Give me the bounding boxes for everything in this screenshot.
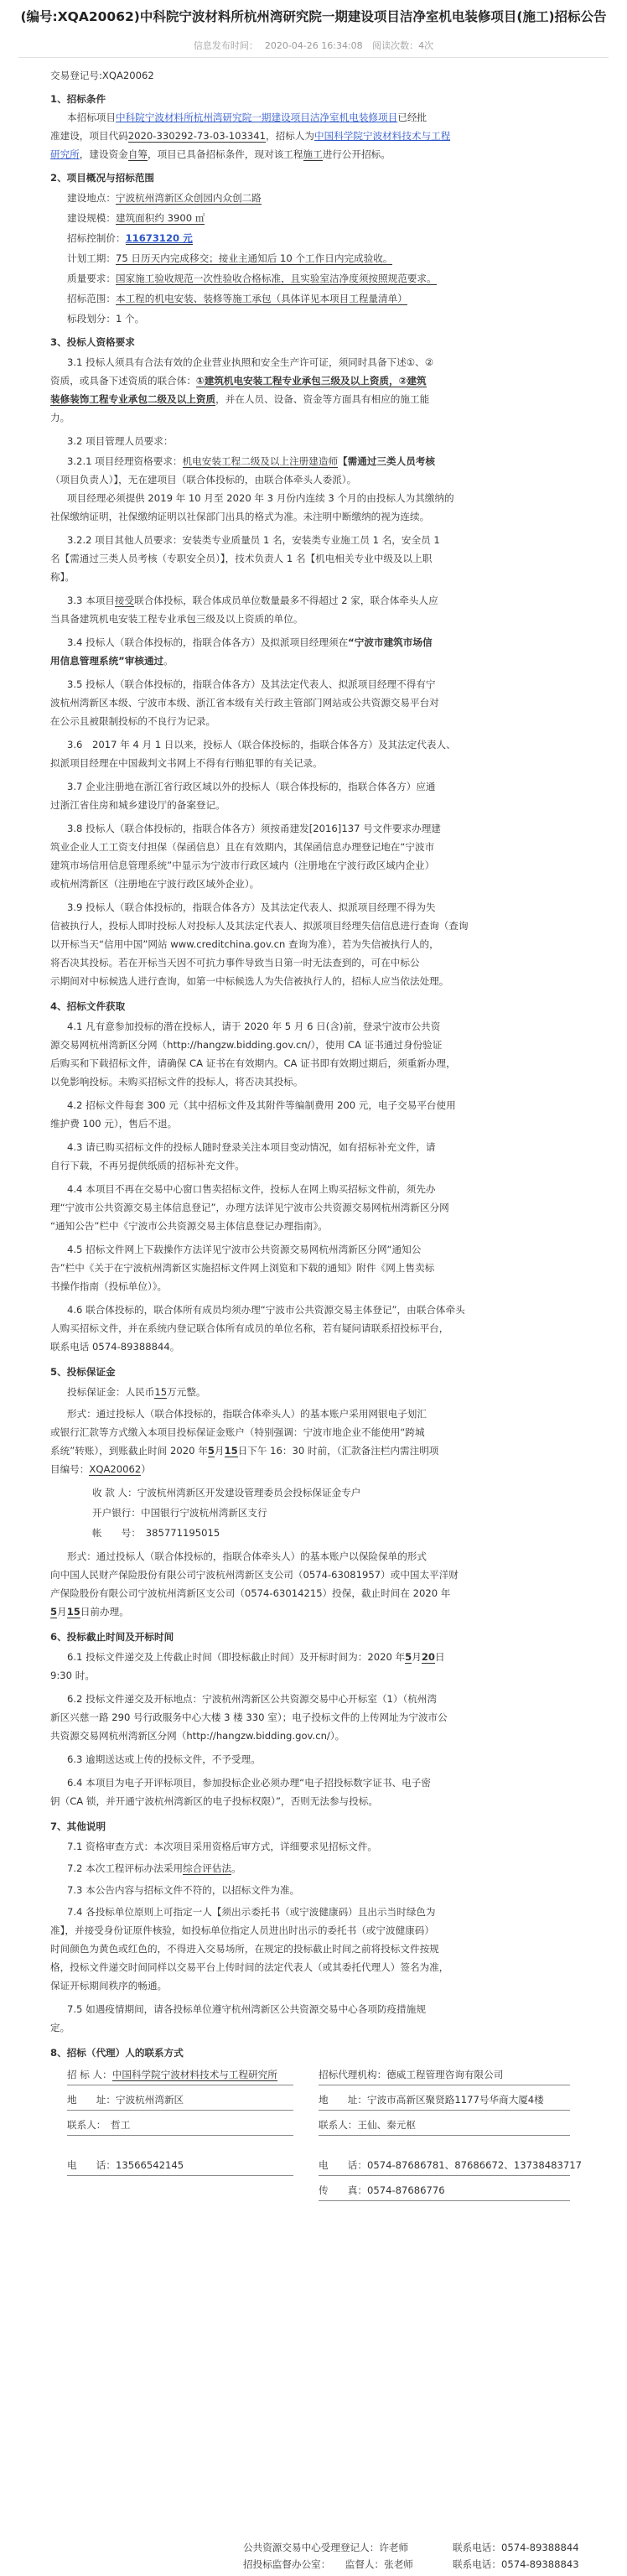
- tenderer-name: 招 标 人：中国科学院宁波材料技术与工程研究所: [67, 2069, 277, 2080]
- agency-phone: 电 话：0574-87686781、87686672、13738483717: [319, 2159, 583, 2171]
- published-time: 2020-04-26 16:34:08: [264, 40, 363, 51]
- paragraph-line: 3.6 2017 年 4 月 1 日以来，投标人（联合体投标的，指联合体各方）及其法定代表人、: [67, 739, 456, 750]
- section-heading-2: 2、项目概况与招标范围: [50, 172, 155, 184]
- paragraph-line: 3.2 项目管理人员要求：: [67, 435, 174, 447]
- paragraph-line: 在公示且被限制投标的不良行为记录。: [50, 715, 216, 727]
- paragraph-line: “通知公告”栏中《宁波市公共资源交易主体信息登记办理指南》。: [50, 1220, 328, 1232]
- divider: [67, 2135, 293, 2136]
- paragraph-line: 力。: [50, 412, 70, 423]
- section-heading-1: 1、招标条件: [50, 93, 106, 105]
- divider: [319, 2175, 570, 2176]
- paragraph-line: 定。: [50, 2022, 70, 2033]
- view-count: 阅读次数：4次: [372, 40, 434, 51]
- paragraph-line: 理“宁波市公共资源交易主体信息登记”，办理方法详见宁波市公共资源交易网杭州湾新区分网: [50, 1202, 449, 1213]
- section-heading-8: 8、招标（代理）人的联系方式: [50, 2047, 184, 2059]
- deadline-line: 6.1 投标文件递交及上传截止时间（即投标截止时间）及开标时间为：2020 年5月20日: [67, 1651, 445, 1663]
- paragraph-line: 拟派项目经理在中国裁判文书网上不得有行贿犯罪的有关记录。: [50, 757, 323, 769]
- paragraph-line: 3.2.1 项目经理资格要求：机电安装工程二级及以上注册建造师【需通过三类人员考核: [67, 455, 435, 467]
- publish-meta: [0, 39, 627, 52]
- paragraph-line: 联系电话 0574-89388844。: [50, 1341, 180, 1353]
- paragraph-line: 5月15日前办理。: [50, 1606, 129, 1618]
- paragraph-line: 形式：通过投标人（联合体投标的，指联合体牵头人）的基本账户采用网银电子划汇: [67, 1408, 427, 1420]
- paragraph-line: 装修装饰工程专业承包二级及以上资质，并在人员、设备、资金等方面具有相应的施工能: [50, 393, 430, 405]
- paragraph-line: 4.4 本项目不再在交易中心窗口售卖招标文件，投标人在网上购买招标文件前，须先办: [67, 1183, 436, 1195]
- section-heading-4: 4、招标文件获取: [50, 1000, 126, 1012]
- paragraph-line: 3.8 投标人（联合体投标的，指联合体各方）须按甬建发[2016]137 号文件要求办理建: [67, 823, 441, 834]
- payee: 收 款 人：宁波杭州湾新区开发建设管理委员会投标保证金专户: [92, 1487, 361, 1498]
- paragraph-line: 3.4 投标人（联合体投标的，指联合体各方）及拟派项目经理须在“宁波市建筑市场信: [67, 636, 433, 648]
- paragraph-line: 共资源交易网杭州湾新区分网（http://hangzw.bidding.gov.cn/）。: [50, 1730, 345, 1742]
- paragraph-line: 时间颜色为黄色或红色的，不得进入交易场所，在规定的投标截止时间之前将投标文件按规: [50, 1943, 439, 1955]
- project-code: 2020-330292-73-03-103341: [127, 130, 267, 142]
- paragraph-line: 维护费 100 元），售后不退。: [50, 1118, 178, 1130]
- paragraph-line: 4.1 凡有意参加投标的潜在投标人，请于 2020 年 5 月 6 日(含)前，登录宁波市公共资: [67, 1021, 441, 1032]
- paragraph-line: 7.3 本公告内容与招标文件不符的，以招标文件为准。: [67, 1884, 300, 1896]
- paragraph-line: 格，投标文件递交时间同样以交易平台上传时间的法定代表人（或其委托代理人）签名为准，: [50, 1961, 449, 1973]
- paragraph-line: 形式：通过投标人（联合体投标的，指联合体牵头人）的基本账户以保险保单的形式: [67, 1550, 427, 1562]
- footer-supervisor: 招投标监督办公室： 监督人：张老师: [243, 2558, 413, 2570]
- tenderer-address: 地 址：宁波杭州湾新区: [67, 2094, 184, 2106]
- tenderer-phone: 电 话：13566542145: [67, 2159, 184, 2171]
- project-name-link: 中科院宁波材料所杭州湾研究院一期建设项目洁净室机电装修项目: [115, 112, 398, 123]
- agency-contact: 联系人：王仙、秦元枢: [319, 2119, 416, 2131]
- deadline-time: 9:30 时。: [50, 1670, 95, 1681]
- bank: 开户银行：中国银行宁波杭州湾新区支行: [92, 1507, 267, 1519]
- paragraph-line: 项目经理必须提供 2019 年 10 月至 2020 年 3 月份内连续 3 个月的由投标人为其缴纳的: [67, 492, 454, 504]
- planned-period: 计划工期：75 日历天内完成移交；接业主通知后 10 个工作日内完成验收。: [67, 252, 393, 264]
- paragraph-line: 当具备建筑机电安装工程专业承包三级及以上资质的单位。: [50, 613, 303, 625]
- lot-division: 标段划分：1 个。: [67, 313, 145, 325]
- paragraph-line: 人购买招标文件，并在系统内登记联合体所有成员的单位名称，若有疑问请联系招投标平台，: [50, 1322, 449, 1334]
- paragraph-line: 3.5 投标人（联合体投标的，指联合体各方）及其法定代表人、拟派项目经理不得有宁: [67, 678, 436, 690]
- paragraph-line: 用信息管理系统”审核通过。: [50, 655, 174, 667]
- construction-scale: 建设规模：建筑面积约 3900 ㎡: [67, 212, 205, 224]
- published-label: 信息发布时间：: [193, 40, 258, 51]
- announcement-body: [0, 62, 627, 2527]
- paragraph-line: 告”栏中《关于在宁波杭州湾新区实施招标文件网上浏览和下载的通知》附件《网上售卖标: [50, 1262, 435, 1274]
- paragraph-line: 波杭州湾新区本级、宁波市本级、浙江省本级有关行政主管部门网站或公共资源交易平台对: [50, 697, 439, 709]
- paragraph-line: 保证开标期间秩序的畅通。: [50, 1980, 168, 1992]
- paragraph-line: 3.1 投标人须具有合法有效的企业营业执照和安全生产许可证，须同时具备下述①、②: [67, 356, 434, 368]
- paragraph-line: 3.7 企业注册地在浙江省行政区域以外的投标人（联合体投标的，指联合体各方）应通: [67, 781, 436, 792]
- tender-scope: 招标范围：本工程的机电安装、装修等施工承包（具体详见本项目工程量清单）: [67, 293, 407, 304]
- paragraph-line: 4.5 招标文件网上下载操作方法详见宁波市公共资源交易网杭州湾新区分网“通知公: [67, 1244, 422, 1255]
- paragraph-line: 4.3 请已购买招标文件的投标人随时登录关注本项目变动情况，如有招标补充文件，请: [67, 1141, 436, 1153]
- section-heading-3: 3、投标人资格要求: [50, 336, 135, 348]
- paragraph-line: 7.2 本次工程评标办法采用综合评估法。: [67, 1862, 241, 1874]
- paragraph-line: 6.2 投标文件递交及开标地点：宁波杭州湾新区公共资源交易中心开标室（1）（杭州湾: [67, 1693, 438, 1705]
- paragraph-line: 资质，或具备下述资质的联合体：①建筑机电安装工程专业承包三级及以上资质，②建筑: [50, 375, 427, 387]
- paragraph-line: 3.9 投标人（联合体投标的，指联合体各方）及其法定代表人、拟派项目经理不得为失: [67, 901, 436, 913]
- title-divider: [18, 57, 609, 58]
- paragraph-line: 系统”转账），到账截止时间 2020 年5月15日下午 16：30 时前，（汇款备注栏内需注明项: [50, 1445, 439, 1457]
- paragraph-line: 准】，并接受身份证原件核验，如投标单位指定人员进出时出示的委托书（或宁波健康码）: [50, 1924, 434, 1936]
- paragraph-line: 过浙江省住房和城乡建设厅的备案登记。: [50, 799, 225, 811]
- construction-site: 建设地点：宁波杭州湾新区众创园内众创二路: [67, 192, 262, 204]
- footer-supervisor-phone: 联系电话：0574-89388843: [453, 2558, 579, 2570]
- registration-number: 交易登记号:XQA20062: [50, 70, 154, 81]
- paragraph-line: 6.4 本项目为电子开评标项目，参加投标企业必须办理“电子招投标数字证书、电子密: [67, 1777, 431, 1789]
- paragraph-line: 目编号：XQA20062）: [50, 1463, 151, 1475]
- footer-registrar: 公共资源交易中心受理登记人：许老师: [243, 2542, 409, 2553]
- quality-requirement: 质量要求：国家施工验收规范一次性验收合格标准，且实验室洁净度须按照规范要求。: [67, 273, 437, 284]
- paragraph-line: （项目负责人）】，无在建项目（联合体投标的，由联合体牵头人委派）。: [50, 474, 357, 486]
- paragraph-line: 筑业企业人工工资支付担保（保函信息）且在有效期内，其保函信息办理登记地在“宁波市: [50, 841, 435, 853]
- paragraph-line: 名【需通过三类人员考核（专职安全员）】，技术负责人 1 名【机电相关专业中级及以上职: [50, 553, 433, 564]
- paragraph-line: 产保险股份有限公司宁波杭州湾新区支公司（0574-63014215）投保，截止时间在 2020 年: [50, 1587, 451, 1599]
- paragraph-line: 示期间对中标候选人进行查询，如第一中标候选人为失信被执行人的，招标人应当依法处理。: [50, 975, 449, 987]
- paragraph-line: 以免影响投标。未购买招标文件的投标人，将否决其投标。: [50, 1076, 303, 1088]
- agency-fax: 传 真：0574-87686776: [319, 2184, 445, 2196]
- section-heading-5: 5、投标保证金: [50, 1366, 116, 1378]
- paragraph-line: 源交易网杭州湾新区分网（http://hangzw.bidding.gov.cn/），使用 CA 证书通过身份验证: [50, 1039, 443, 1051]
- paragraph-line: 后购买和下载招标文件，请确保 CA 证书在有效期内。CA 证书即有效期过期后，须重新办理，: [50, 1057, 456, 1069]
- divider: [319, 2110, 570, 2111]
- paragraph-line: 自行下载，不再另提供纸质的招标补充文件。: [50, 1160, 245, 1171]
- paragraph-line: 或杭州湾新区（注册地在宁波行政区域外企业）。: [50, 878, 260, 890]
- divider: [319, 2135, 570, 2136]
- paragraph-line: 3.3 本项目接受联合体投标，联合体成员单位数量最多不得超过 2 家，联合体牵头人应: [67, 595, 438, 606]
- paragraph-line: 钥（CA 锁，并开通宁波杭州湾新区的电子投标权限）”，否则无法参与投标。: [50, 1795, 378, 1807]
- account-number: 帐 号： 385771195015: [92, 1527, 220, 1539]
- paragraph-line: 称】。: [50, 571, 75, 583]
- section-heading-6: 6、投标截止时间及开标时间: [50, 1631, 174, 1643]
- tenderer-contact: 联系人： 哲工: [67, 2119, 131, 2131]
- paragraph-line: 建筑市场信用信息管理系统”中显示为宁波市行政区域内（注册地在宁波行政区域内企业）: [50, 860, 435, 871]
- page-title: (编号:XQA20062)中科院宁波材料所杭州湾研究院一期建设项目洁净室机电装修项目(施工)招标公告: [20, 9, 607, 24]
- paragraph-line: 7.1 资格审查方式：本次项目采用资格后审方式，详细要求见招标文件。: [67, 1841, 377, 1852]
- divider: [319, 2200, 570, 2201]
- paragraph-line: 7.4 各投标单位原则上可指定一人【须出示委托书（或宁波健康码）且出示当时绿色为: [67, 1906, 436, 1918]
- paragraph-line: 新区兴慈一路 290 号行政服务中心大楼 3 楼 330 室）；电子投标文件的上传网址为宁波市公: [50, 1711, 448, 1723]
- paragraph-line: 研究所，建设资金自筹，项目已具备招标条件，现对该工程施工进行公开招标。: [50, 148, 391, 160]
- divider: [67, 2110, 293, 2111]
- paragraph-line: 3.2.2 项目其他人员要求：安装类专业质量员 1 名，安装类专业施工员 1 名，安全员 1: [67, 534, 440, 546]
- section-heading-7: 7、其他说明: [50, 1820, 106, 1832]
- paragraph-line: 本招标项目中科院宁波材料所杭州湾研究院一期建设项目洁净室机电装修项目已经批: [67, 112, 428, 123]
- agency-address: 地 址：宁波市高新区聚贤路1177号华商大厦4楼: [319, 2094, 544, 2106]
- paragraph-line: 以开标当天“信用中国”网站 www.creditchina.gov.cn 查询为准），若为失信被执行人的，: [50, 938, 439, 950]
- paragraph-line: 6.3 逾期送达或上传的投标文件，不予受理。: [67, 1753, 261, 1765]
- paragraph-line: 4.2 招标文件每套 300 元（其中招标文件及其附件等编制费用 200 元，电子交易平台使用: [67, 1099, 456, 1111]
- control-price: 招标控制价：11673120 元: [67, 232, 193, 244]
- paragraph-line: 社保缴纳证明，社保缴纳证明以社保部门出具的格式为准。未注明中断缴纳的视为连续。: [50, 511, 430, 522]
- tenderer-link: 中国科学院宁波材料技术与工程: [314, 130, 451, 142]
- paragraph-line: 将否决其投标。若在开标当天因不可抗力事件导致当日第一时无法查到的，可在中标公: [50, 957, 420, 969]
- paragraph-line: 4.6 联合体投标的，联合体所有成员均须办理“宁波市公共资源交易主体登记”，由联合体牵头: [67, 1304, 465, 1316]
- divider: [67, 2175, 293, 2176]
- paragraph-line: 向中国人民财产保险股份有限公司宁波杭州湾新区支公司（0574-63081957）或中国太平洋财: [50, 1569, 459, 1581]
- paragraph-line: 书操作指南（投标单位）》。: [50, 1280, 168, 1292]
- bid-bond-amount: 投标保证金：人民币15万元整。: [67, 1386, 206, 1398]
- agency-name: 招标代理机构：德威工程管理咨询有限公司: [319, 2069, 504, 2080]
- paragraph-line: 信被执行人，投标人即时投标人对投标人及其法定代表人、拟派项目经理失信信息进行查询（查询: [50, 920, 469, 932]
- paragraph-line: 准建设，项目代码2020-330292-73-03-103341，招标人为中国科学院宁波材料技术与工程: [50, 130, 451, 142]
- footer-registrar-phone: 联系电话：0574-89388844: [453, 2542, 579, 2553]
- paragraph-line: 7.5 如遇疫情期间，请各投标单位遵守杭州湾新区公共资源交易中心各项防疫措施规: [67, 2003, 426, 2015]
- paragraph-line: 或银行汇款等方式缴入本项目投标保证金账户（特别强调：宁波市地企业不能使用“跨城: [50, 1426, 425, 1438]
